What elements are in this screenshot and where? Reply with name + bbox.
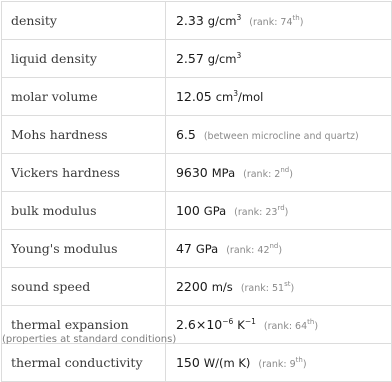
property-value: 6.5 (between microcline and quartz) (165, 116, 391, 154)
property-value: 150 W/(m K) (rank: 9th) (165, 344, 391, 382)
table-row (2, 116, 392, 154)
property-label: molar volume (2, 78, 166, 116)
table-row (2, 154, 392, 192)
property-label: Mohs hardness (2, 116, 166, 154)
rank-note: (rank: 74th) (249, 14, 304, 28)
property-value: 100 GPa (rank: 23rd) (165, 192, 391, 230)
table-row (2, 2, 392, 40)
property-value: 9630 MPa (rank: 2nd) (165, 154, 391, 192)
property-value: 2.33 $g/cm^3$ (rank: 74th) (165, 2, 391, 40)
property-label: liquid density (2, 40, 166, 78)
rank-note: (rank: 23rd) (234, 204, 289, 218)
rank-note: (rank: 2nd) (243, 166, 293, 180)
property-label: Young's modulus (2, 230, 166, 268)
comparison-note: (between microcline and quartz) (203, 131, 359, 142)
properties-table (1, 1, 392, 382)
rank-note: (rank: 9th) (258, 356, 307, 370)
property-label: Vickers hardness (2, 154, 166, 192)
table-row (2, 230, 392, 268)
footnote: (properties at standard conditions) (2, 334, 177, 345)
table-row (2, 192, 392, 230)
property-label: density (2, 2, 166, 40)
table-row (2, 344, 392, 382)
property-label: bulk modulus (2, 192, 166, 230)
property-label: thermal expansion (2, 306, 166, 344)
table-row (2, 78, 392, 116)
rank-note: (rank: 51st) (240, 280, 295, 294)
table-row (2, 268, 392, 306)
property-value: 2.57 $g/cm^3$ (165, 40, 391, 78)
property-value: 12.05 $cm^3$/mol (165, 78, 391, 116)
property-label: sound speed (2, 268, 166, 306)
property-value: 2200 m/s (rank: 51st) (165, 268, 391, 306)
table-row (2, 40, 392, 78)
rank-note: (rank: 64th) (263, 318, 319, 332)
rank-note: (rank: 42nd) (226, 242, 283, 256)
property-value: 47 GPa (rank: 42nd) (165, 230, 391, 268)
property-label: thermal conductivity (2, 344, 166, 382)
property-value: $2.6\times 10^{-6}$ $K^{-1}$ (rank: 64th) (165, 306, 391, 344)
